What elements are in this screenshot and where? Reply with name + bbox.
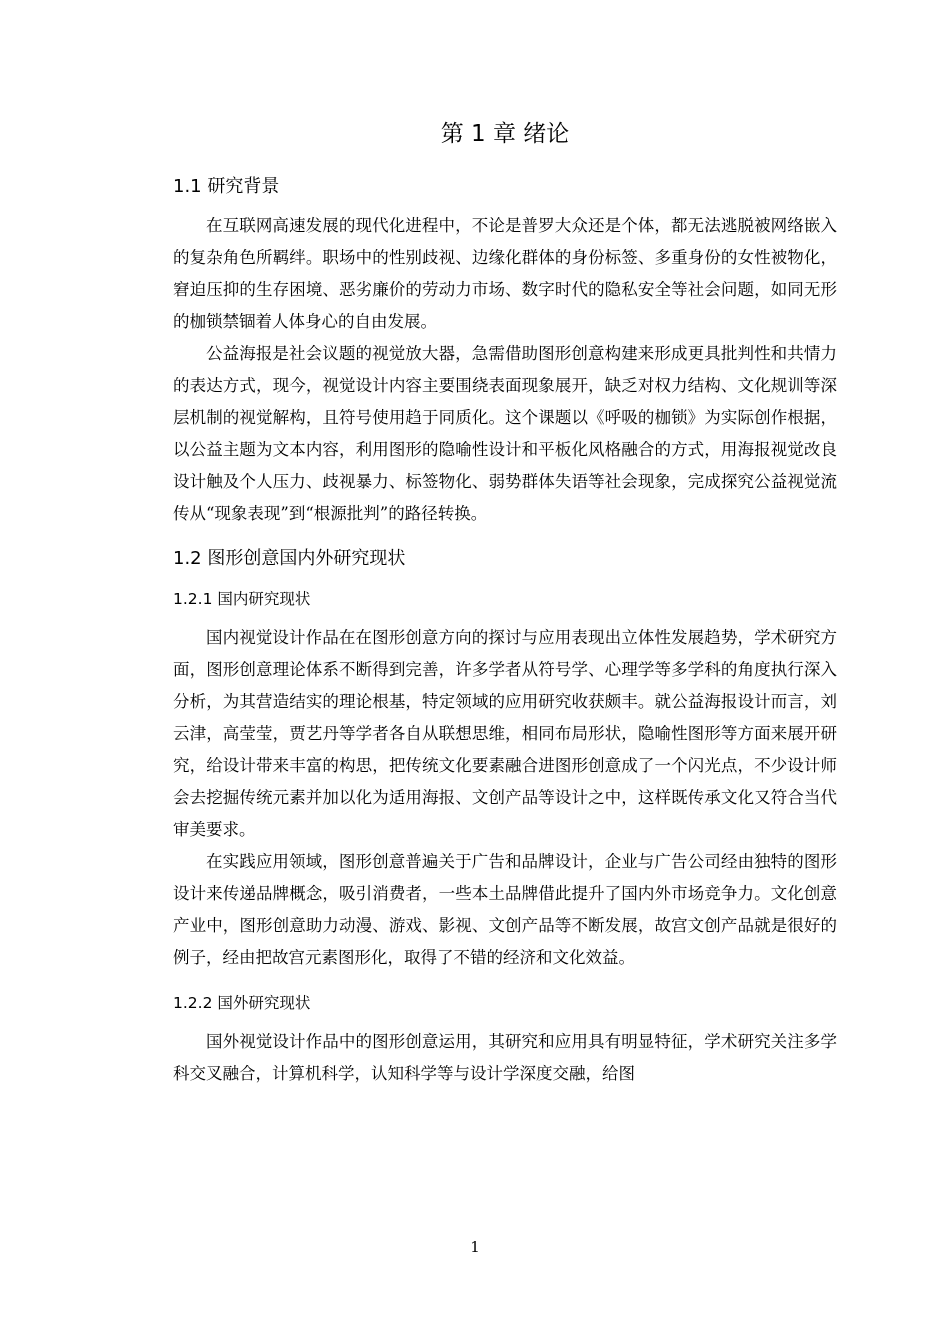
paragraph-domestic-1: 国内视觉设计作品在在图形创意方向的探讨与应用表现出立体性发展趋势，学术研究方面，图形创意理论体系不断得到完善，许多学者从符号学、心理学等多学科的角度执行深入分析，为其营造结实的理论根基，特定领域的应用研究收获颇丰。就公益海报设计而言，刘云津，高莹莹，贾艺丹等学者各自从联想思维，相同布局形状，隐喻性图形等方面来展开研究，给设计带来丰富的构思，把传统文化要素融合进图形创意成了一个闪光点，不少设计师会去挖掘传统元素并加以化为适用海报、文创产品等设计之中，这样既传承文化又符合当代审美要求。 [173, 628, 837, 839]
section-heading-1-1: 1.1 研究背景 [173, 176, 280, 197]
page-body [173, 112, 837, 1090]
paragraph-background-2: 公益海报是社会议题的视觉放大器，急需借助图形创意构建来形成更具批判性和共情力的表达方式，现今，视觉设计内容主要围绕表面现象展开，缺乏对权力结构、文化规训等深层机制的视觉解构，且符号使用趋于同质化。这个课题以《呼吸的枷锁》为实际创作根据，以公益主题为文本内容，利用图形的隐喻性设计和平板化风格融合的方式，用海报视觉改良设计触及个人压力、歧视暴力、标签物化、弱势群体失语等社会现象，完成探究公益视觉流传从“现象表现”到“根源批判”的路径转换。 [173, 344, 837, 523]
paragraph-background-1: 在互联网高速发展的现代化进程中，不论是普罗大众还是个体，都无法逃脱被网络嵌入的复杂角色所羁绊。职场中的性别歧视、边缘化群体的身份标签、多重身份的女性被物化，窘迫压抑的生存困境、恶劣廉价的劳动力市场、数字时代的隐私安全等社会问题，如同无形的枷锁禁锢着人体身心的自由发展。 [173, 216, 837, 331]
subsection-heading-1-2-2: 1.2.2 国外研究现状 [173, 994, 311, 1012]
page-number: 1 [470, 1238, 480, 1256]
section-heading-1-2: 1.2 图形创意国内外研究现状 [173, 548, 406, 569]
paragraph-foreign-1: 国外视觉设计作品中的图形创意运用，其研究和应用具有明显特征，学术研究关注多学科交叉融合，计算机科学，认知科学等与设计学深度交融，给图 [173, 1032, 837, 1083]
paragraph-domestic-2: 在实践应用领域，图形创意普遍关于广告和品牌设计，企业与广告公司经由独特的图形设计来传递品牌概念，吸引消费者，一些本土品牌借此提升了国内外市场竞争力。文化创意产业中，图形创意助力动漫、游戏、影视、文创产品等不断发展，故宫文创产品就是很好的例子，经由把故宫元素图形化，取得了不错的经济和文化效益。 [173, 852, 837, 967]
chapter-title: 第 1 章 绪论 [440, 121, 570, 147]
subsection-heading-1-2-1: 1.2.1 国内研究现状 [173, 590, 311, 608]
